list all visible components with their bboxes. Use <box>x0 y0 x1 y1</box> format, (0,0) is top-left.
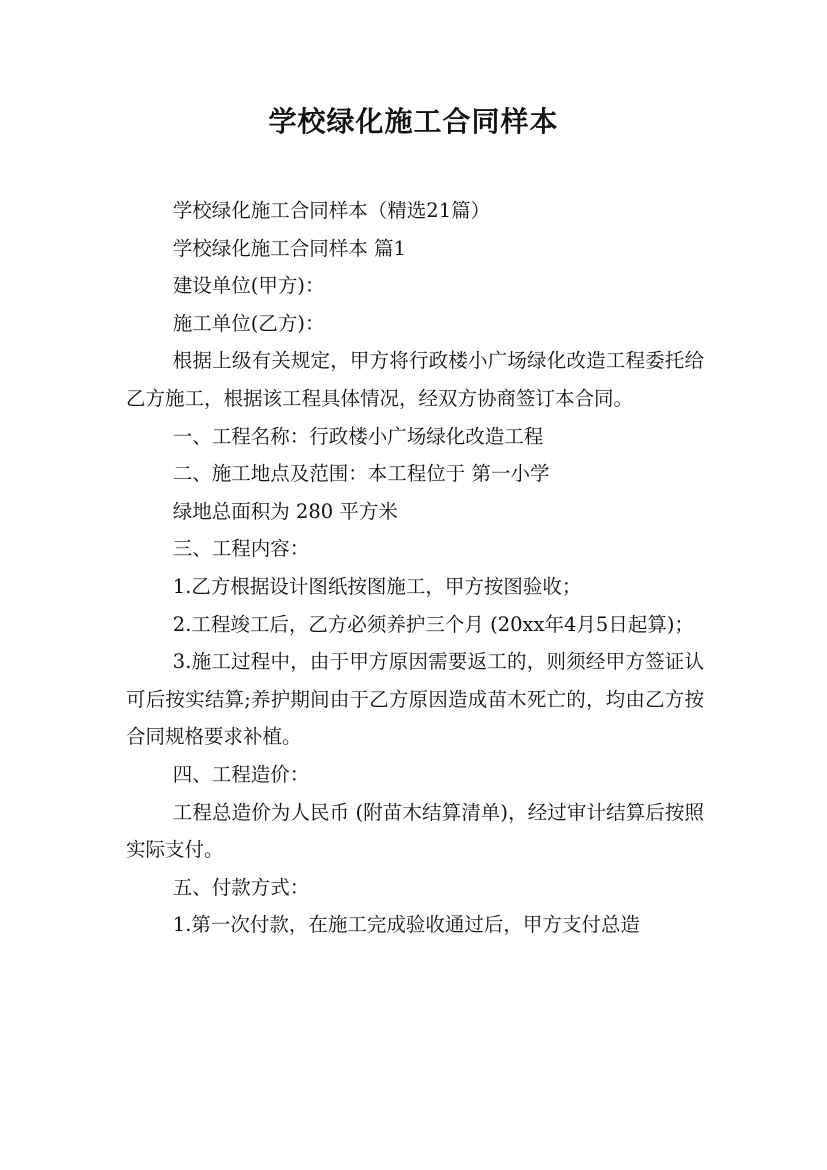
paragraph-payment-heading: 五、付款方式： <box>172 875 310 899</box>
paragraph-item-1: 1.乙方根据设计图纸按图施工，甲方按图验收； <box>172 574 582 598</box>
paragraph-party-b: 施工单位(乙方)： <box>172 311 325 335</box>
paragraph-heading: 学校绿化施工合同样本（精选21篇） <box>172 199 491 222</box>
paragraph-cost-heading: 四、工程造价： <box>172 762 310 786</box>
paragraph-location: 二、施工地点及范围：本工程位于 第一小学 <box>172 462 550 486</box>
paragraph-item-3: 3.施工过程中，由于甲方原因需要返工的，则须经甲方签证认可后按实结算;养护期间由于乙方原因造成苗木死亡的，均由乙方按合同规格要求补植。 <box>126 650 704 749</box>
paragraph-payment-1: 1.第一次付款，在施工完成验收通过后，甲方支付总造 <box>172 913 640 937</box>
paragraph-project-name: 一、工程名称：行政楼小广场绿化改造工程 <box>172 424 544 448</box>
paragraph-section-title: 学校绿化施工合同样本 篇1 <box>172 236 406 260</box>
paragraph-item-2: 2.工程竣工后，乙方必须养护三个月 (20xx年4月5日起算)； <box>172 612 694 636</box>
document-body <box>126 192 704 944</box>
paragraph-intro: 根据上级有关规定，甲方将行政楼小广场绿化改造工程委托给乙方施工，根据该工程具体情况，经双方协商签订本合同。 <box>126 349 704 410</box>
paragraph-area: 绿地总面积为 280 平方米 <box>172 499 398 523</box>
document-title: 学校绿化施工合同样本 <box>268 105 559 138</box>
paragraph-party-a: 建设单位(甲方)： <box>172 274 325 298</box>
paragraph-cost: 工程总造价为人民币 (附苗木结算清单)，经过审计结算后按照实际支付。 <box>126 800 704 862</box>
paragraph-content-heading: 三、工程内容： <box>172 537 310 561</box>
